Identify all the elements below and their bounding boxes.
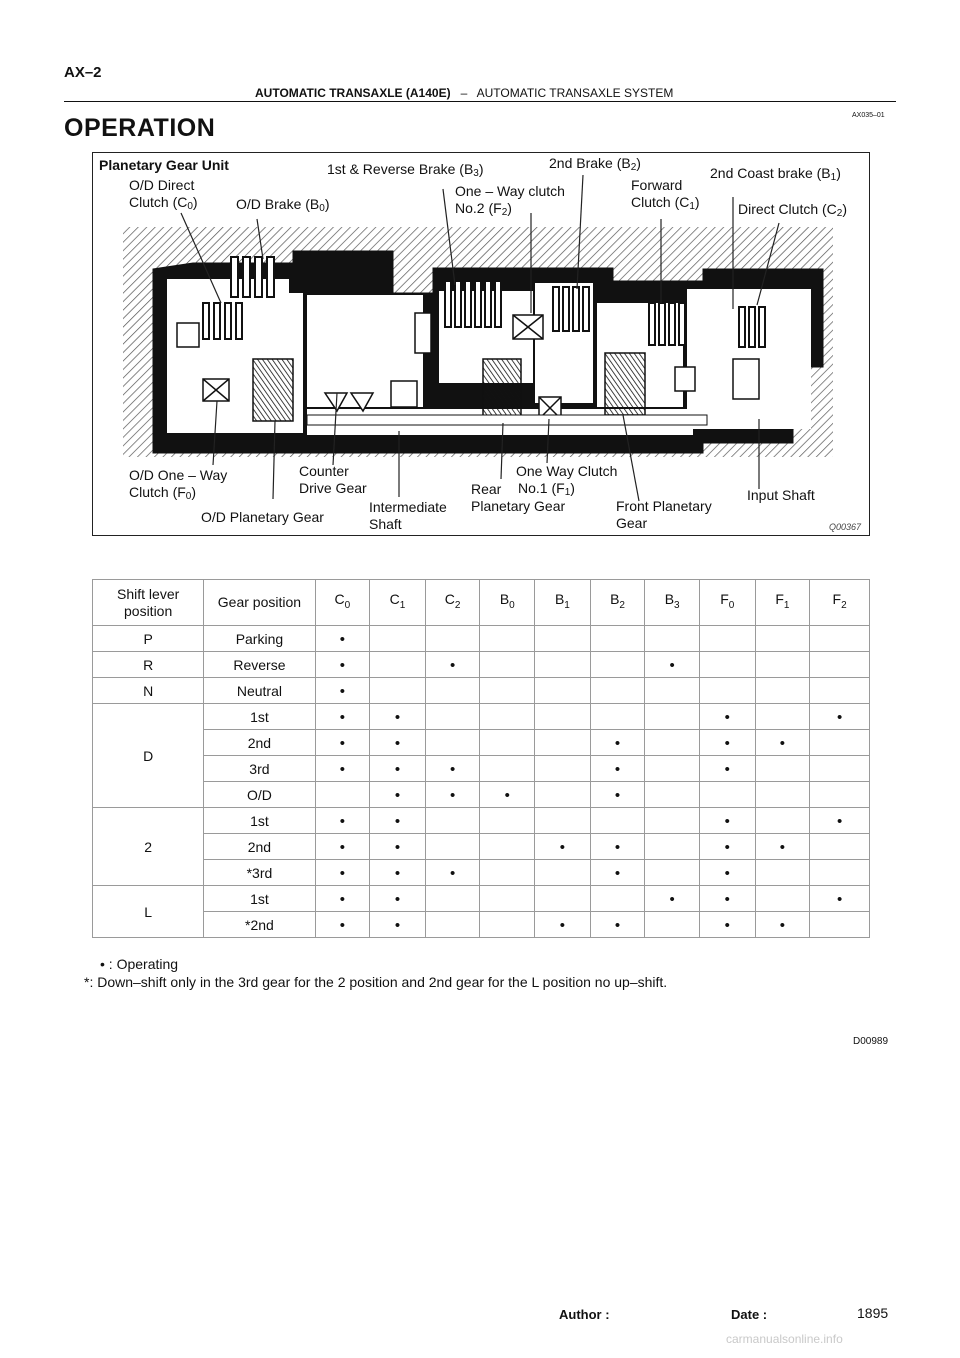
operating-mark-cell xyxy=(315,678,370,704)
empty-cell xyxy=(480,704,535,730)
empty-cell xyxy=(535,782,591,808)
header-shift-lever: Shift lever position xyxy=(93,580,204,626)
empty-cell xyxy=(699,626,755,652)
table-row xyxy=(93,730,870,756)
gear-position-cell: 1st xyxy=(204,704,315,730)
operating-dot-icon: • xyxy=(339,838,345,856)
operating-dot-icon: • xyxy=(394,786,401,804)
table-row xyxy=(93,626,870,652)
planetary-gear-unit-figure xyxy=(92,152,870,536)
section-title-dash: – xyxy=(460,86,468,100)
empty-cell xyxy=(755,626,810,652)
operating-mark-cell xyxy=(425,860,480,886)
header-component xyxy=(755,580,810,626)
operating-mark-cell xyxy=(315,730,370,756)
operating-dot-icon: • xyxy=(836,812,843,830)
operating-mark-cell xyxy=(315,626,370,652)
operating-mark-cell xyxy=(645,652,700,678)
empty-cell xyxy=(699,652,755,678)
empty-cell xyxy=(480,860,535,886)
empty-cell xyxy=(590,652,645,678)
operating-mark-cell xyxy=(810,808,870,834)
operating-mark-cell xyxy=(755,834,810,860)
component-subscript: 2 xyxy=(454,599,461,611)
header-component xyxy=(370,580,426,626)
empty-cell xyxy=(480,756,535,782)
operating-dot-icon: • xyxy=(779,838,786,856)
table-row xyxy=(93,678,870,704)
watermark: carmanualsonline.info xyxy=(726,1332,843,1346)
operating-dot-icon: • xyxy=(339,760,345,778)
component-letter: B xyxy=(664,591,675,608)
operating-mark-cell xyxy=(590,860,645,886)
operating-dot-icon: • xyxy=(450,760,456,778)
empty-cell xyxy=(480,652,535,678)
gear-position-cell: O/D xyxy=(204,782,315,808)
header-component xyxy=(645,580,700,626)
operating-mark-cell xyxy=(699,808,755,834)
empty-cell xyxy=(699,678,755,704)
operating-dot-icon: • xyxy=(614,786,621,804)
empty-cell xyxy=(645,782,700,808)
operating-dot-icon: • xyxy=(614,916,621,934)
operating-mark-cell xyxy=(699,886,755,912)
header-rule xyxy=(64,101,896,102)
label-forward-clutch: Forward Clutch $(C_1)$ xyxy=(631,177,700,212)
component-letter: B xyxy=(554,591,565,608)
operating-mark-cell xyxy=(590,756,645,782)
operating-mark-cell xyxy=(590,912,645,938)
table-row xyxy=(93,704,870,730)
operating-dot-icon: • xyxy=(504,786,510,804)
operating-dot-icon: • xyxy=(450,786,456,804)
operating-dot-icon: • xyxy=(339,812,345,830)
empty-cell xyxy=(425,808,480,834)
empty-cell xyxy=(755,652,810,678)
empty-cell xyxy=(810,782,870,808)
label-one-way-clutch-2: One – Way clutch No.2 $(F_2)$ xyxy=(455,183,565,218)
operating-dot-icon: • xyxy=(559,916,566,934)
operating-mark-cell xyxy=(755,912,810,938)
operating-mark-cell xyxy=(480,782,535,808)
operating-dot-icon: • xyxy=(559,838,566,856)
empty-cell xyxy=(535,808,591,834)
component-letter: F xyxy=(832,591,842,608)
empty-cell xyxy=(645,834,700,860)
table-header-row xyxy=(93,580,870,626)
gear-position-cell: 2nd xyxy=(204,834,315,860)
operating-dot-icon: • xyxy=(339,864,345,882)
operating-mark-cell xyxy=(370,886,426,912)
operating-dot-icon: • xyxy=(724,838,730,856)
operating-dot-icon: • xyxy=(339,630,345,648)
reference-code: AX035–01 xyxy=(852,112,885,119)
label-counter-drive-gear: Counter Drive Gear xyxy=(299,463,367,496)
operating-mark-cell xyxy=(590,782,645,808)
operating-mark-cell xyxy=(315,704,370,730)
operating-dot-icon: • xyxy=(614,838,621,856)
empty-cell xyxy=(810,834,870,860)
operating-mark-cell xyxy=(370,782,426,808)
header-component xyxy=(480,580,535,626)
component-subscript: 0 xyxy=(344,599,351,611)
component-letter: C xyxy=(389,591,400,608)
empty-cell xyxy=(480,808,535,834)
gear-position-cell: 2nd xyxy=(204,730,315,756)
operating-mark-cell xyxy=(315,912,370,938)
empty-cell xyxy=(370,626,426,652)
gear-position-cell: Reverse xyxy=(204,652,315,678)
legend-note: *: Down–shift only in the 3rd gear for the 2 position and 2nd gear for the L position no up–shift. xyxy=(84,974,668,990)
component-subscript: 2 xyxy=(619,599,625,611)
empty-cell xyxy=(425,912,480,938)
operating-mark-cell xyxy=(315,808,370,834)
gear-position-cell: 1st xyxy=(204,886,315,912)
operating-mark-cell xyxy=(699,912,755,938)
empty-cell xyxy=(755,782,810,808)
label-od-planetary-gear: O/D Planetary Gear xyxy=(201,509,324,525)
operating-dot-icon: • xyxy=(394,864,401,882)
operating-dot-icon: • xyxy=(339,656,345,674)
operation-table xyxy=(92,579,870,938)
empty-cell xyxy=(480,912,535,938)
operating-dot-icon: • xyxy=(724,890,730,908)
operating-dot-icon: • xyxy=(779,734,786,752)
operating-dot-icon: • xyxy=(724,760,730,778)
label-rear-planetary-gear: Rear Planetary Gear xyxy=(471,481,566,514)
operating-mark-cell xyxy=(755,730,810,756)
gear-position-cell: 3rd xyxy=(204,756,315,782)
operating-dot-icon: • xyxy=(394,916,401,934)
operating-mark-cell xyxy=(370,808,426,834)
operating-mark-cell xyxy=(425,652,480,678)
operating-dot-icon: • xyxy=(339,890,345,908)
gear-position-cell: 1st xyxy=(204,808,315,834)
operating-dot-icon: • xyxy=(394,812,401,830)
section-title xyxy=(255,86,673,100)
empty-cell xyxy=(810,756,870,782)
table-row xyxy=(93,652,870,678)
operating-dot-icon: • xyxy=(339,916,345,934)
operating-mark-cell xyxy=(370,704,426,730)
page-code: AX–2 xyxy=(64,64,102,81)
empty-cell xyxy=(535,860,591,886)
table-row xyxy=(93,860,870,886)
page-number: 1895 xyxy=(857,1305,889,1321)
operating-mark-cell xyxy=(315,652,370,678)
label-od-one-way-clutch: O/D One – Way Clutch $(F_0)$ xyxy=(129,467,228,502)
empty-cell xyxy=(645,626,700,652)
empty-cell xyxy=(480,678,535,704)
component-subscript: 1 xyxy=(783,599,790,611)
operating-mark-cell xyxy=(645,886,700,912)
operating-mark-cell xyxy=(425,756,480,782)
empty-cell xyxy=(810,678,870,704)
empty-cell xyxy=(425,704,480,730)
operating-dot-icon: • xyxy=(394,890,401,908)
component-subscript: 3 xyxy=(674,599,680,611)
empty-cell xyxy=(590,678,645,704)
label-od-direct-clutch: O/D Direct Clutch $(C_0)$ xyxy=(129,177,198,212)
header-component xyxy=(590,580,645,626)
gear-position-cell: *3rd xyxy=(204,860,315,886)
operating-mark-cell xyxy=(699,834,755,860)
shift-lever-cell: D xyxy=(93,704,204,808)
empty-cell xyxy=(755,860,810,886)
table-row xyxy=(93,808,870,834)
header-component xyxy=(699,580,755,626)
empty-cell xyxy=(755,678,810,704)
empty-cell xyxy=(645,860,700,886)
section-title-bold: AUTOMATIC TRANSAXLE (A140E) xyxy=(255,86,451,100)
empty-cell xyxy=(425,886,480,912)
operating-dot-icon: • xyxy=(836,708,843,726)
operating-dot-icon: • xyxy=(614,734,621,752)
operating-dot-icon: • xyxy=(394,708,401,726)
operating-dot-icon: • xyxy=(450,656,456,674)
shift-lever-cell: R xyxy=(93,652,204,678)
empty-cell xyxy=(480,626,535,652)
component-letter: C xyxy=(334,591,345,608)
empty-cell xyxy=(810,860,870,886)
empty-cell xyxy=(535,626,591,652)
empty-cell xyxy=(645,678,700,704)
operating-dot-icon: • xyxy=(724,916,730,934)
figure-id: D00989 xyxy=(853,1036,889,1047)
empty-cell xyxy=(810,912,870,938)
empty-cell xyxy=(590,704,645,730)
empty-cell xyxy=(755,704,810,730)
table-row xyxy=(93,834,870,860)
empty-cell xyxy=(535,730,591,756)
empty-cell xyxy=(535,886,591,912)
operating-mark-cell xyxy=(699,730,755,756)
gear-position-cell: Parking xyxy=(204,626,315,652)
component-letter: B xyxy=(499,591,510,608)
operating-dot-icon: • xyxy=(450,864,456,882)
operating-mark-cell xyxy=(370,912,426,938)
empty-cell xyxy=(425,626,480,652)
operating-dot-icon: • xyxy=(779,916,786,934)
component-letter: B xyxy=(610,591,620,608)
operating-mark-cell xyxy=(425,782,480,808)
operating-dot-icon: • xyxy=(394,760,401,778)
empty-cell xyxy=(590,886,645,912)
operating-dot-icon: • xyxy=(614,864,621,882)
operating-mark-cell xyxy=(315,834,370,860)
header-component xyxy=(810,580,870,626)
empty-cell xyxy=(645,912,700,938)
empty-cell xyxy=(480,730,535,756)
label-2nd-coast-brake: 2nd Coast brake $(B_1)$ xyxy=(710,165,841,183)
operating-mark-cell xyxy=(315,886,370,912)
shift-lever-cell: N xyxy=(93,678,204,704)
operating-dot-icon: • xyxy=(614,760,621,778)
operating-mark-cell xyxy=(590,730,645,756)
operating-dot-icon: • xyxy=(394,734,401,752)
component-letter: F xyxy=(775,591,784,608)
empty-cell xyxy=(755,808,810,834)
header-component xyxy=(315,580,370,626)
label-one-way-clutch-1: One Way Clutch No.1 $(F_1)$ xyxy=(516,463,618,498)
empty-cell xyxy=(480,834,535,860)
shift-lever-cell: 2 xyxy=(93,808,204,886)
empty-cell xyxy=(810,652,870,678)
empty-cell xyxy=(535,678,591,704)
header-component xyxy=(425,580,480,626)
date-label: Date : xyxy=(731,1307,768,1322)
operating-mark-cell xyxy=(699,860,755,886)
header-gear-position: Gear position xyxy=(204,580,315,626)
operating-dot-icon: • xyxy=(724,864,730,882)
operating-dot-icon: • xyxy=(339,708,345,726)
label-planetary-gear-unit: Planetary Gear Unit xyxy=(99,157,229,173)
label-input-shaft: Input Shaft xyxy=(747,487,815,503)
table-row xyxy=(93,886,870,912)
gear-position-cell: Neutral xyxy=(204,678,315,704)
label-intermediate-shaft: Intermediate Shaft xyxy=(369,499,447,532)
empty-cell xyxy=(645,730,700,756)
shift-lever-cell: P xyxy=(93,626,204,652)
operating-mark-cell xyxy=(315,860,370,886)
component-letter: F xyxy=(720,591,729,608)
label-od-brake: O/D Brake $(B_0)$ xyxy=(236,196,330,214)
operating-mark-cell xyxy=(699,704,755,730)
operating-mark-cell xyxy=(810,886,870,912)
empty-cell xyxy=(590,626,645,652)
figure-code: Q00367 xyxy=(828,522,861,532)
component-subscript: 0 xyxy=(509,599,515,611)
empty-cell xyxy=(645,756,700,782)
empty-cell xyxy=(535,704,591,730)
table-row xyxy=(93,756,870,782)
section-title-sub: AUTOMATIC TRANSAXLE SYSTEM xyxy=(476,86,674,100)
empty-cell xyxy=(810,626,870,652)
component-subscript: 1 xyxy=(564,599,570,611)
empty-cell xyxy=(755,886,810,912)
empty-cell xyxy=(535,756,591,782)
gear-position-cell: *2nd xyxy=(204,912,315,938)
label-2nd-brake: 2nd Brake $(B_2)$ xyxy=(549,155,641,173)
component-subscript: 1 xyxy=(399,599,406,611)
empty-cell xyxy=(425,678,480,704)
empty-cell xyxy=(480,886,535,912)
table-row xyxy=(93,782,870,808)
empty-cell xyxy=(645,704,700,730)
empty-cell xyxy=(699,782,755,808)
operating-mark-cell xyxy=(590,834,645,860)
operating-mark-cell xyxy=(370,756,426,782)
empty-cell xyxy=(315,782,370,808)
empty-cell xyxy=(590,808,645,834)
operating-dot-icon: • xyxy=(394,838,401,856)
operating-dot-icon: • xyxy=(836,890,843,908)
empty-cell xyxy=(755,756,810,782)
table-body xyxy=(93,626,870,938)
empty-cell xyxy=(810,730,870,756)
component-subscript: 2 xyxy=(841,599,847,611)
operating-dot-icon: • xyxy=(724,812,730,830)
author-label: Author : xyxy=(559,1307,610,1322)
label-1st-reverse-brake: 1st & Reverse Brake $(B_3)$ xyxy=(327,161,484,179)
label-front-planetary-gear: Front Planetary Gear xyxy=(616,498,712,531)
operating-mark-cell xyxy=(315,756,370,782)
empty-cell xyxy=(425,834,480,860)
page-heading: OPERATION xyxy=(64,114,216,142)
operating-mark-cell xyxy=(370,834,426,860)
empty-cell xyxy=(645,808,700,834)
shift-lever-cell: L xyxy=(93,886,204,938)
component-letter: C xyxy=(444,591,455,608)
label-direct-clutch: Direct Clutch $(C_2)$ xyxy=(738,201,848,219)
table-row xyxy=(93,912,870,938)
operating-dot-icon: • xyxy=(724,734,730,752)
operating-mark-cell xyxy=(699,756,755,782)
empty-cell xyxy=(370,678,426,704)
empty-cell xyxy=(370,652,426,678)
operating-mark-cell xyxy=(810,704,870,730)
header-component xyxy=(535,580,591,626)
operating-mark-cell xyxy=(370,860,426,886)
operating-dot-icon: • xyxy=(724,708,730,726)
operating-dot-icon: • xyxy=(339,734,345,752)
operating-mark-cell xyxy=(535,912,591,938)
component-subscript: 0 xyxy=(728,599,735,611)
operating-dot-icon: • xyxy=(669,656,675,674)
operating-mark-cell xyxy=(370,730,426,756)
operating-dot-icon: • xyxy=(669,890,675,908)
empty-cell xyxy=(535,652,591,678)
operating-dot-icon: • xyxy=(339,682,345,700)
empty-cell xyxy=(425,730,480,756)
legend-operating: • : Operating xyxy=(100,956,179,972)
operating-mark-cell xyxy=(535,834,591,860)
